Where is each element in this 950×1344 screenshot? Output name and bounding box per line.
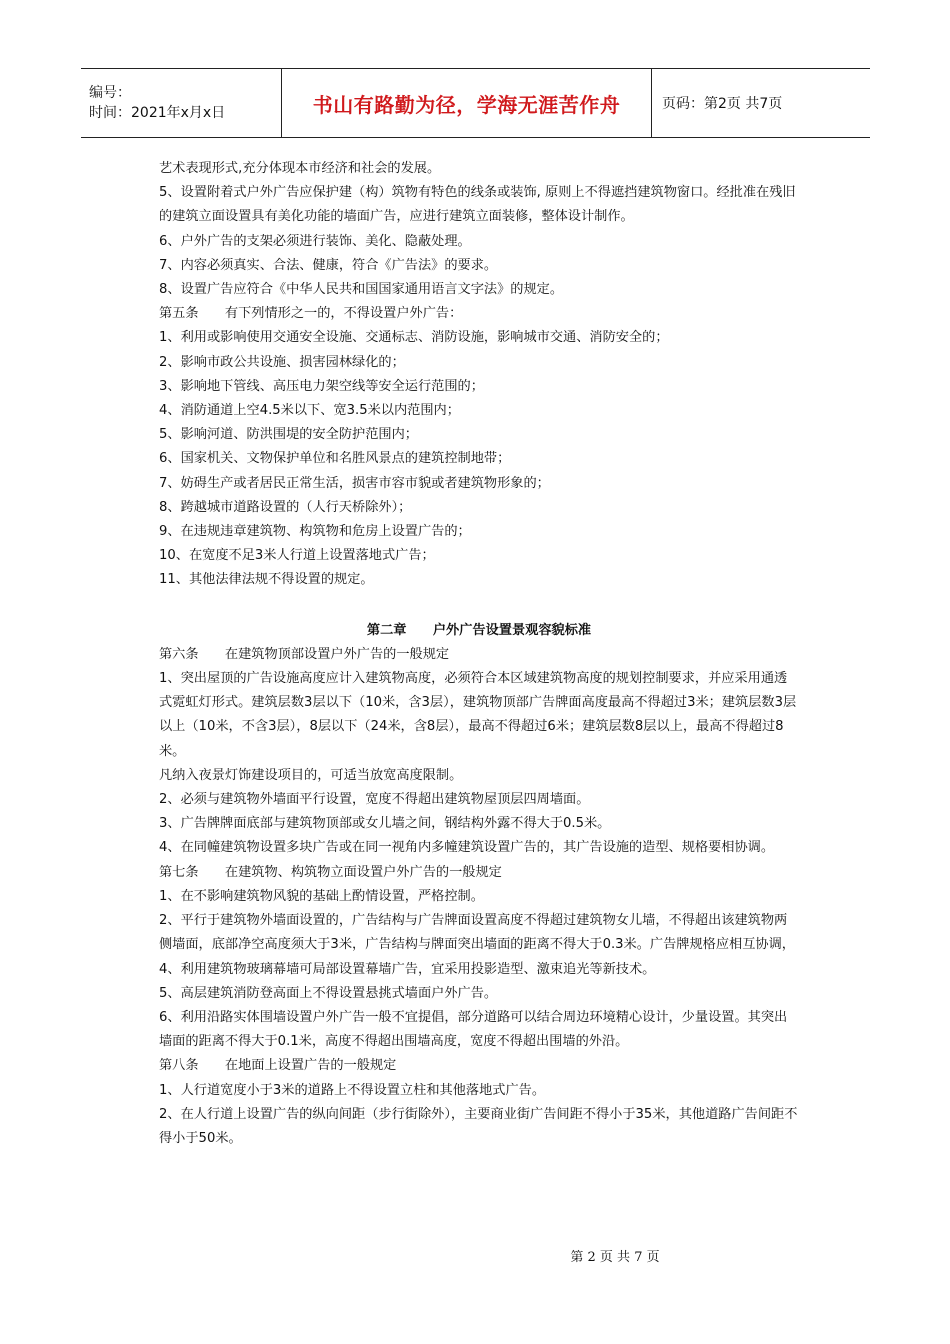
paragraph: 5、设置附着式户外广告应保护建（构）筑物有特色的线条或装饰, 原则上不得遮挡建筑物窗口。经批准在残旧的建筑立面设置具有美化功能的墙面广告，应进行建筑立面装修，整体设计制作。 (159, 185, 796, 225)
paragraph: 8、跨越城市道路设置的（人行天桥除外）； (159, 499, 412, 515)
paragraph: 8、设置广告应符合《中华人民共和国国家通用语言文字法》的规定。 (159, 282, 564, 298)
paragraph: 4、在同幢建筑物设置多块广告或在同一视角内多幢建筑设置广告的，其广告设施的造型、规格要相协调。 (159, 840, 775, 856)
paragraph: 5、影响河道、防洪围堤的安全防护范围内； (159, 427, 418, 443)
document-body (159, 157, 799, 1151)
chapter-title: 第二章 户外广告设置景观容貌标准 (366, 622, 592, 638)
paragraph: 4、利用建筑物玻璃幕墙可局部设置幕墙广告，宜采用投影造型、激束追光等新技术。 (159, 961, 656, 977)
paragraph: 9、在违规违章建筑物、构筑物和危房上设置广告的； (159, 524, 471, 540)
document-header (81, 68, 870, 138)
paragraph: 7、内容必须真实、合法、健康，符合《广告法》的要求。 (159, 257, 498, 273)
article-heading: 第七条 在建筑物、构筑物立面设置户外广告的一般规定 (159, 864, 502, 880)
article-heading: 第五条 有下列情形之一的，不得设置户外广告： (159, 306, 463, 322)
paragraph: 2、平行于建筑物外墙面设置的，广告结构与广告牌面设置高度不得超过建筑物女儿墙，不得超出该建筑物两侧墙面，底部净空高度须大于3米，广告结构与牌面突出墙面的距离不得大于0.3米。广告牌规格应相互协调， (159, 913, 795, 953)
header-motto-cell (281, 69, 652, 137)
paragraph: 1、人行道宽度小于3米的道路上不得设置立柱和其他落地式广告。 (159, 1082, 546, 1098)
paragraph: 10、在宽度不足3米人行道上设置落地式广告； (159, 548, 435, 564)
paragraph: 凡纳入夜景灯饰建设项目的，可适当放宽高度限制。 (159, 767, 463, 783)
header-meta (81, 69, 281, 137)
page-footer (0, 1246, 950, 1265)
paragraph: 7、妨碍生产或者居民正常生活，损害市容市貌或者建筑物形象的； (159, 475, 550, 491)
page-number: 第 2 页 共 7 页 (570, 1250, 660, 1265)
paragraph: 3、影响地下管线、高压电力架空线等安全运行范围的； (159, 378, 484, 394)
paragraph: 2、必须与建筑物外墙面平行设置，宽度不得超出建筑物屋顶层四周墙面。 (159, 792, 590, 808)
paragraph: 6、国家机关、文物保护单位和名胜风景点的建筑控制地带； (159, 451, 511, 467)
header-page-info-cell (652, 69, 870, 137)
paragraph: 1、突出屋顶的广告设施高度应计入建筑物高度，必须符合本区域建筑物高度的规划控制要求，并应采用通透式霓虹灯形式。建筑层数3层以下（10米，含3层），建筑物顶部广告牌面高度最高不得超过3米；建筑层数3层以上（10米，不含3层），8层以下（24米，含8层），最高不得超过6米；建筑层数8层以上，最高不得超过8米。 (159, 671, 797, 759)
paragraph: 6、户外广告的支架必须进行装饰、美化、隐蔽处理。 (159, 233, 471, 249)
article-heading: 第六条 在建筑物顶部设置户外广告的一般规定 (159, 646, 450, 662)
paragraph: 1、在不影响建筑物风貌的基础上酌情设置，严格控制。 (159, 888, 484, 904)
paragraph: 4、消防通道上空4.5米以下、宽3.5米以内范围内； (159, 403, 460, 419)
paragraph: 11、其他法律法规不得设置的规定。 (159, 572, 374, 588)
paragraph: 艺术表现形式,充分体现本市经济和社会的发展。 (159, 161, 441, 176)
paragraph: 1、利用或影响使用交通安全设施、交通标志、消防设施，影响城市交通、消防安全的； (159, 330, 669, 346)
document-date-label: 时间：2021年x月x日 (89, 105, 226, 121)
paragraph: 5、高层建筑消防登高面上不得设置悬挑式墙面户外广告。 (159, 985, 498, 1001)
document-number-label: 编号： (89, 85, 131, 101)
header-motto: 书山有路勤为径，学海无涯苦作舟 (312, 92, 621, 117)
paragraph: 6、利用沿路实体围墙设置户外广告一般不宜提倡，部分道路可以结合周边环境精心设计，少量设置。其突出墙面的距离不得大于0.1米，高度不得超出围墙高度，宽度不得超出围墙的外沿。 (159, 1009, 788, 1050)
header-page-info: 页码：第2页 共7页 (662, 96, 783, 112)
paragraph: 2、影响市政公共设施、损害园林绿化的； (159, 354, 405, 370)
paragraph: 2、在人行道上设置广告的纵向间距（步行街除外），主要商业街广告间距不得小于35米，其他道路广告间距不得小于50米。 (159, 1106, 798, 1146)
paragraph: 3、广告牌牌面底部与建筑物顶部或女儿墙之间，钢结构外露不得大于0.5米。 (159, 816, 611, 832)
article-heading: 第八条 在地面上设置广告的一般规定 (159, 1058, 397, 1074)
